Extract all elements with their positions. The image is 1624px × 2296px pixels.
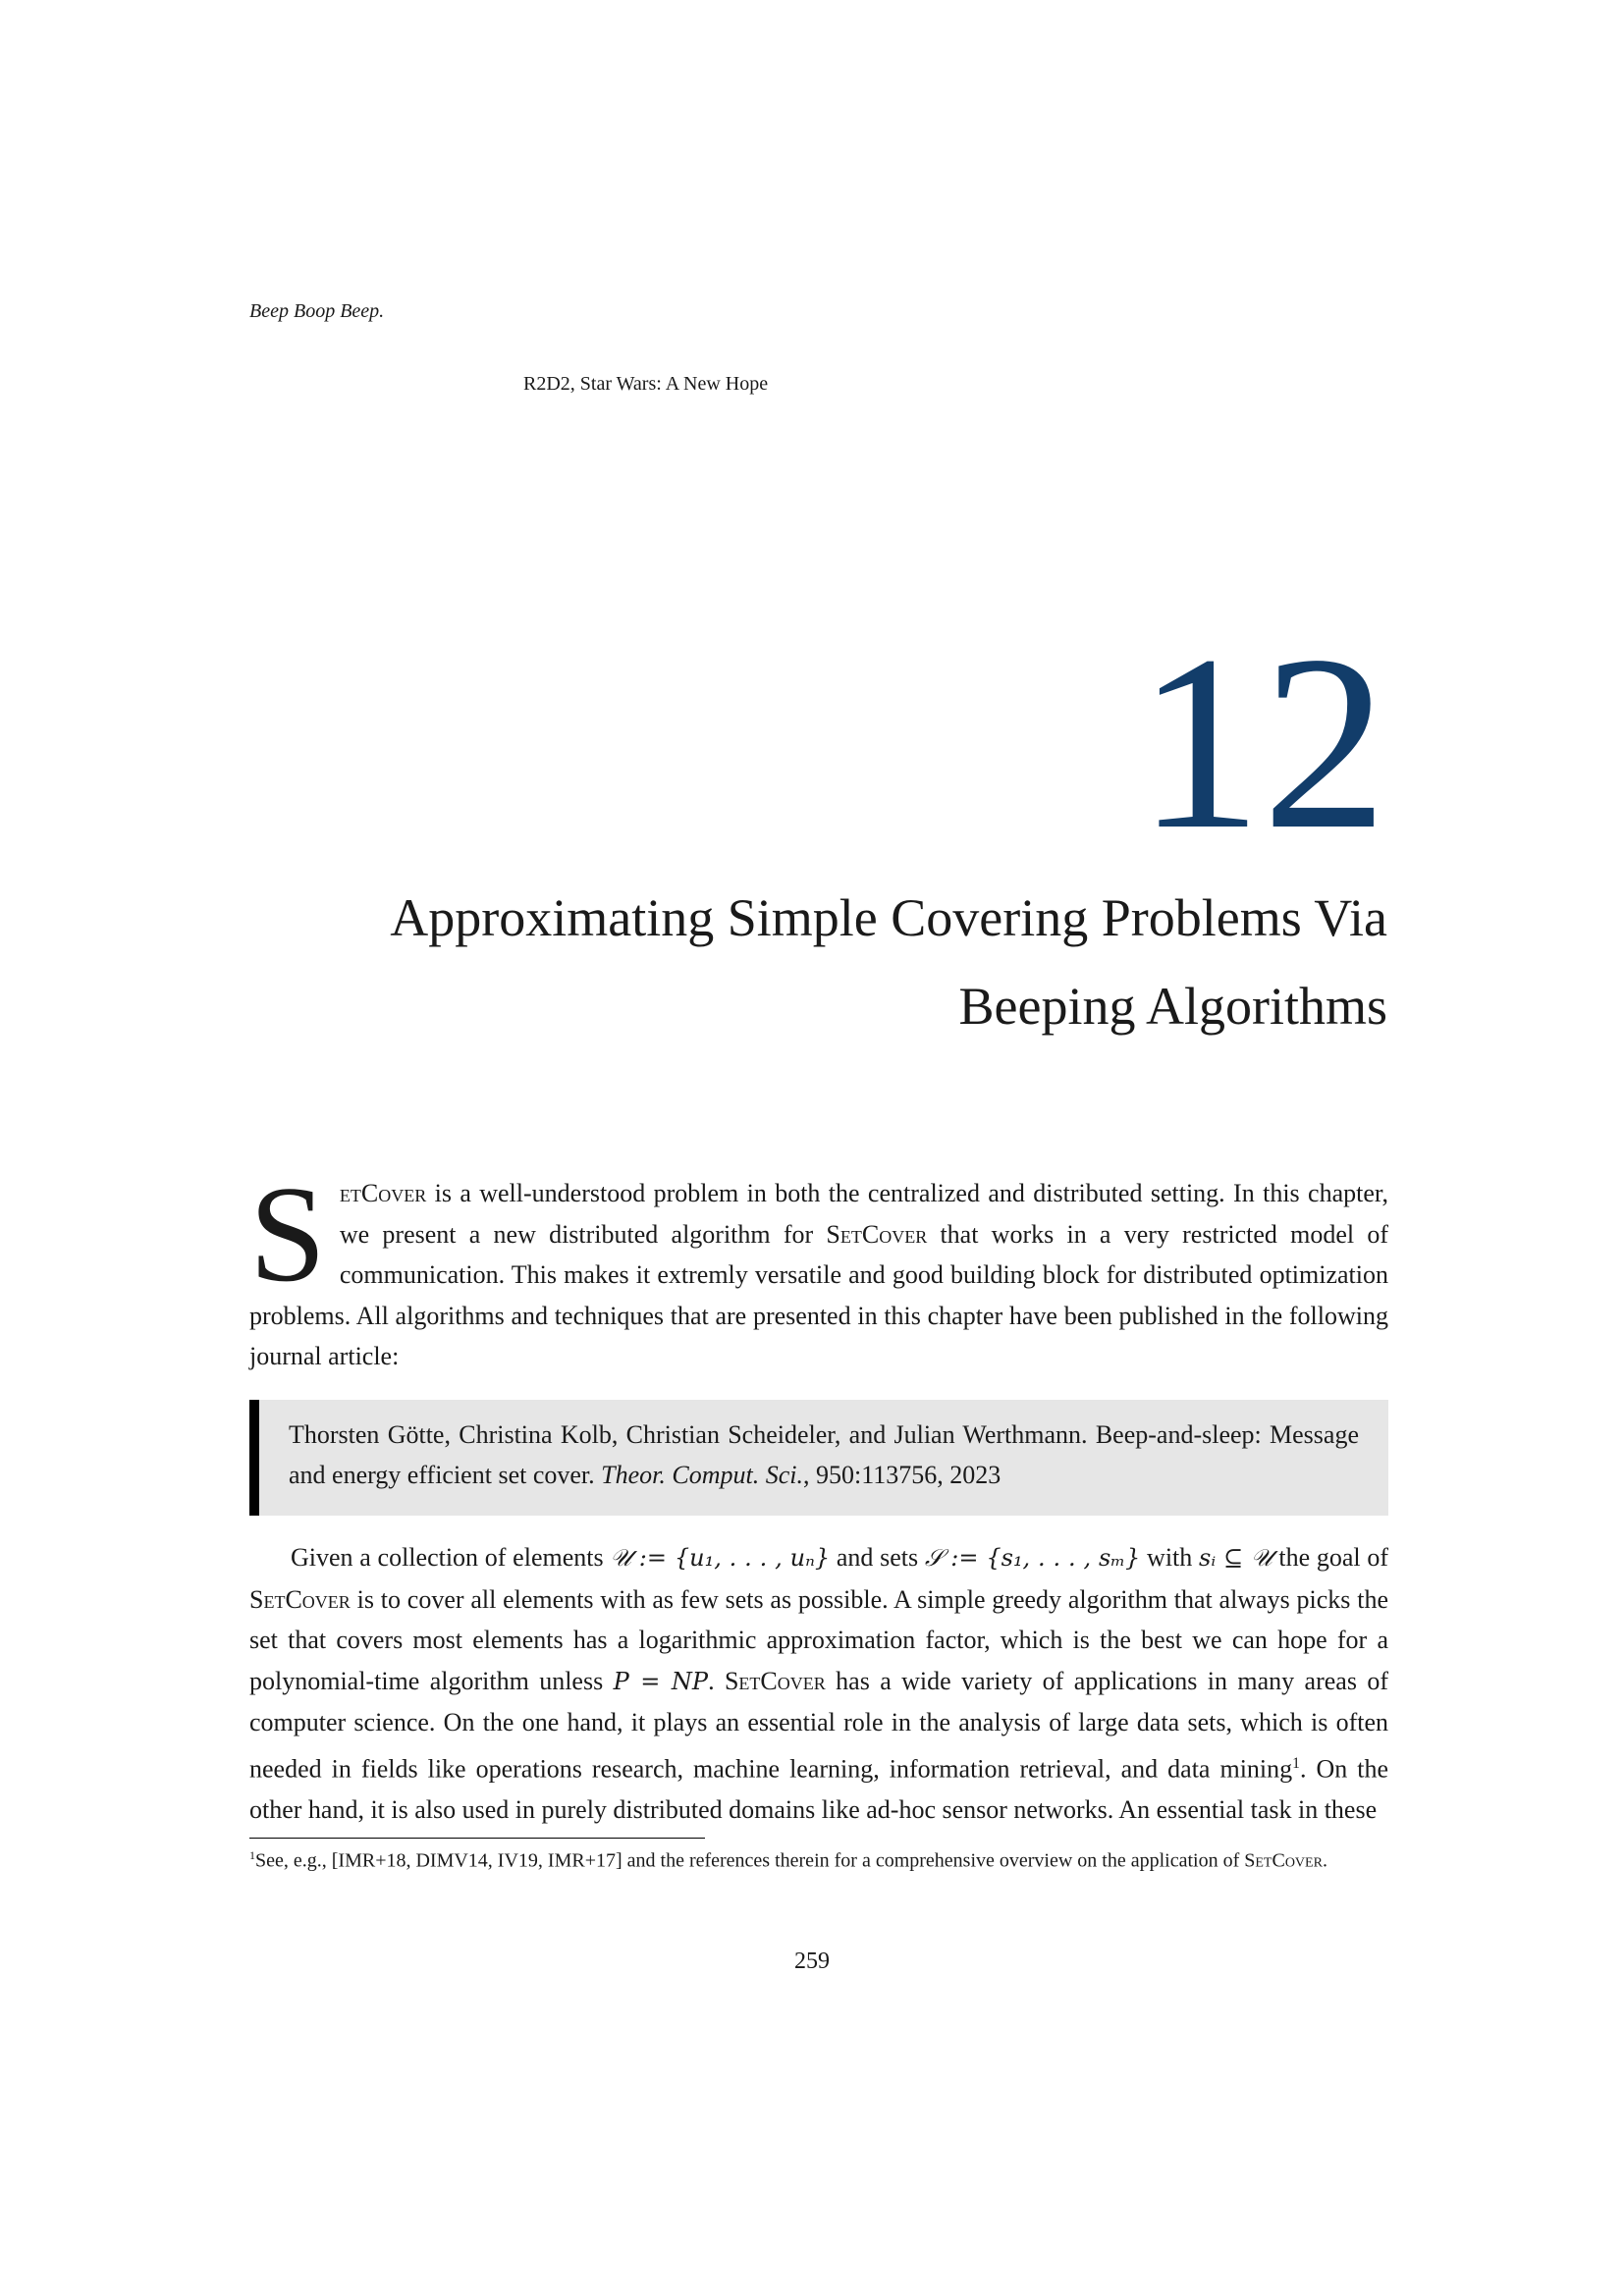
body-paragraph — [249, 1537, 1388, 1830]
text-run: and sets — [830, 1543, 925, 1572]
text-run: the goal of — [1272, 1543, 1388, 1572]
footnote-text: See, e.g., [IMR+18, DIMV14, IV19, IMR+17] and the references therein for a comprehensive overview on the application of — [255, 1849, 1245, 1872]
intro-paragraph — [249, 1158, 1389, 1377]
chapter-title — [307, 874, 1387, 1050]
math-universe: 𝒰 := {u₁, . . . , uₙ} — [610, 1544, 831, 1572]
epigraph-source: R2D2, Star Wars: A New Hope — [523, 373, 769, 395]
chapter-number: 12 — [1137, 605, 1387, 881]
chapter-title-line2: Beeping Algorithms — [958, 977, 1387, 1036]
setcover-term: etCover — [339, 1179, 427, 1207]
text-run: is to cover all elements with as few sets as possible. A simple greedy algorithm that always picks the set that covers most elements has a logarithmic approximation factor, which is the best we can hope for a polynomial-time algorithm unless — [249, 1584, 1388, 1695]
text-run: has a wide variety of applications in many areas of computer science. On the one hand, it plays an essential role in the analysis of large data sets, which is often needed in fields like operations research, machine learning, information retrieval, and data mining — [249, 1666, 1388, 1784]
epigraph-quote: Beep Boop Beep. — [249, 300, 385, 322]
text-run: with — [1140, 1543, 1200, 1572]
chapter-title-line1: Approximating Simple Covering Problems Via — [390, 888, 1387, 947]
page-number: 259 — [794, 1949, 830, 1974]
citation-details: , 950:113756, 2023 — [802, 1461, 1001, 1489]
text-run: . — [708, 1666, 725, 1695]
citation-authors: Thorsten Götte, Christina Kolb, Christian Scheideler, and Julian Werthmann. Beep-and-sleep: Message and energy efficient set cover. — [289, 1420, 1359, 1489]
text-run: . — [1322, 1849, 1327, 1872]
footnote — [249, 1842, 1388, 1874]
footnote-number: 1 — [249, 1848, 255, 1862]
citation-journal: Theor. Comput. Sci. — [601, 1461, 803, 1489]
setcover-term: SetCover — [724, 1666, 826, 1695]
text-run: Given a collection of elements — [291, 1543, 611, 1572]
setcover-term: SetCover — [826, 1219, 928, 1249]
footnote-rule — [249, 1838, 705, 1839]
footnote-marker[interactable]: 1 — [1292, 1754, 1300, 1772]
dropcap: S — [249, 1158, 326, 1310]
math-sets: 𝒮 := {s₁, . . . , sₘ} — [924, 1544, 1141, 1572]
text-run: . On the other hand, it is also used in purely distributed domains like ad-hoc sensor networks. An essential task in these — [249, 1754, 1388, 1824]
citation-box — [249, 1400, 1388, 1516]
math-subset: sᵢ ⊆ 𝒰 — [1199, 1544, 1272, 1572]
intro-text-2: that works in a very restricted model of communication. This makes it extremly versatile and good building block for distributed optimization problems. All algorithms and techniques that are presented in this chapter have been published in the following journal article: — [249, 1219, 1389, 1370]
math-p-np: P = NP — [613, 1667, 709, 1695]
setcover-term: SetCover — [249, 1584, 351, 1614]
intro-text: is a well-understood problem in both the centralized and distributed setting. In this chapter, we present a new distributed algorithm for — [339, 1179, 1388, 1249]
setcover-term: SetCover — [1244, 1849, 1323, 1872]
